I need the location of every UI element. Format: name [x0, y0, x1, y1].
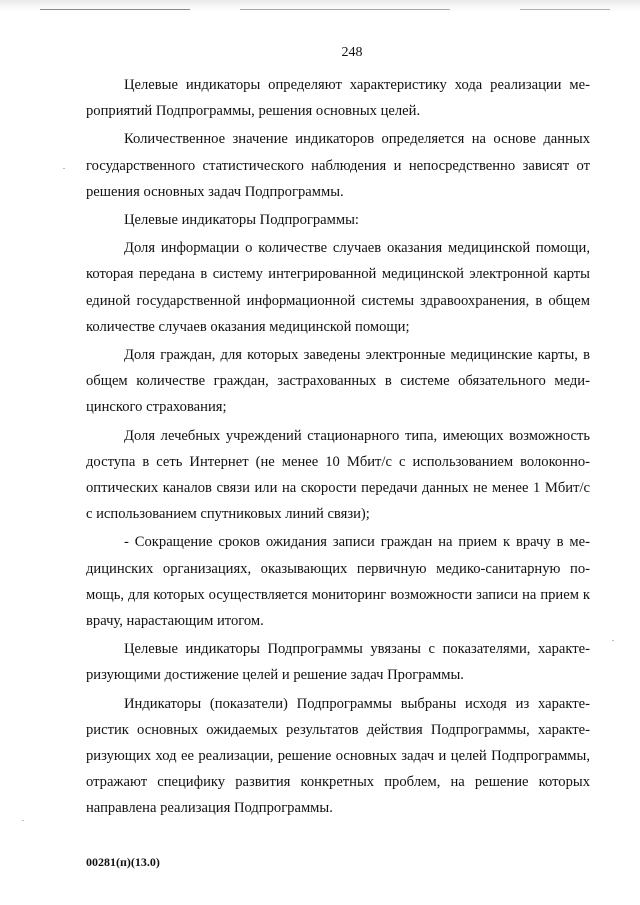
- scan-speck: [22, 820, 24, 821]
- paragraph: Количественное значение индикаторов определяется на основе данных государственного статистического наблюдения и непосредственно зависят от решения основных задач Подпрограммы.: [86, 131, 590, 200]
- paragraph: Целевые индикаторы Подпрограммы увязаны с показателями, характеризующими достижение целей и решение задач Программы.: [86, 641, 590, 684]
- paragraph: Доля информации о количестве случаев оказания медицинской помощи, которая передана в систему интегрированной медицинской электронной карты единой государственной информационной системы здравоохранения, в общем количестве случаев оказания медицинской помощи;: [86, 240, 590, 335]
- document-body: [86, 72, 590, 824]
- scan-edge-shadow: [0, 0, 640, 12]
- paragraph: Доля граждан, для которых заведены электронные медицинские карты, в общем количестве граждан, застрахованных в системе обязательного медицинского страхования;: [86, 347, 590, 416]
- scan-speck: [612, 640, 614, 641]
- scan-artifact-line: [40, 9, 190, 10]
- scan-artifact-line: [520, 9, 610, 10]
- document-code: 00281(п)(13.0): [86, 855, 160, 869]
- paragraph: Доля лечебных учреждений стационарного типа, имеющих возможность доступа в сеть Интернет (не менее 10 Мбит/с с использованием волоконно-оптических каналов связи или на скорости передачи данных не менее 1 Мбит/с с использованием спутниковых линий связи);: [86, 427, 590, 523]
- page-number: 248: [341, 45, 363, 60]
- paragraph: Целевые индикаторы Подпрограммы:: [124, 212, 359, 229]
- paragraph: Индикаторы (показатели) Подпрограммы выбраны исходя из характеристик основных ожидаемых результатов действия Подпрограммы, характеризующих ход ее реализации, решение основных задач и целей Подпрограммы, отражают специфику развития конкретных проблем, на решение которых направлена реализация Подпрограммы.: [86, 695, 590, 817]
- scan-speck: [63, 168, 65, 169]
- paragraph: - Сокращение сроков ожидания записи граждан на прием к врачу в медицинских организациях, оказывающих первичную медико-санитарную помощь, для которых осуществляется мониторинг возможности записи на прием к врачу, нарастающим итогом.: [86, 534, 590, 630]
- paragraph: Целевые индикаторы определяют характеристику хода реализации мероприятий Подпрограммы, решения основных целей.: [86, 77, 590, 120]
- scan-artifact-line: [240, 9, 450, 10]
